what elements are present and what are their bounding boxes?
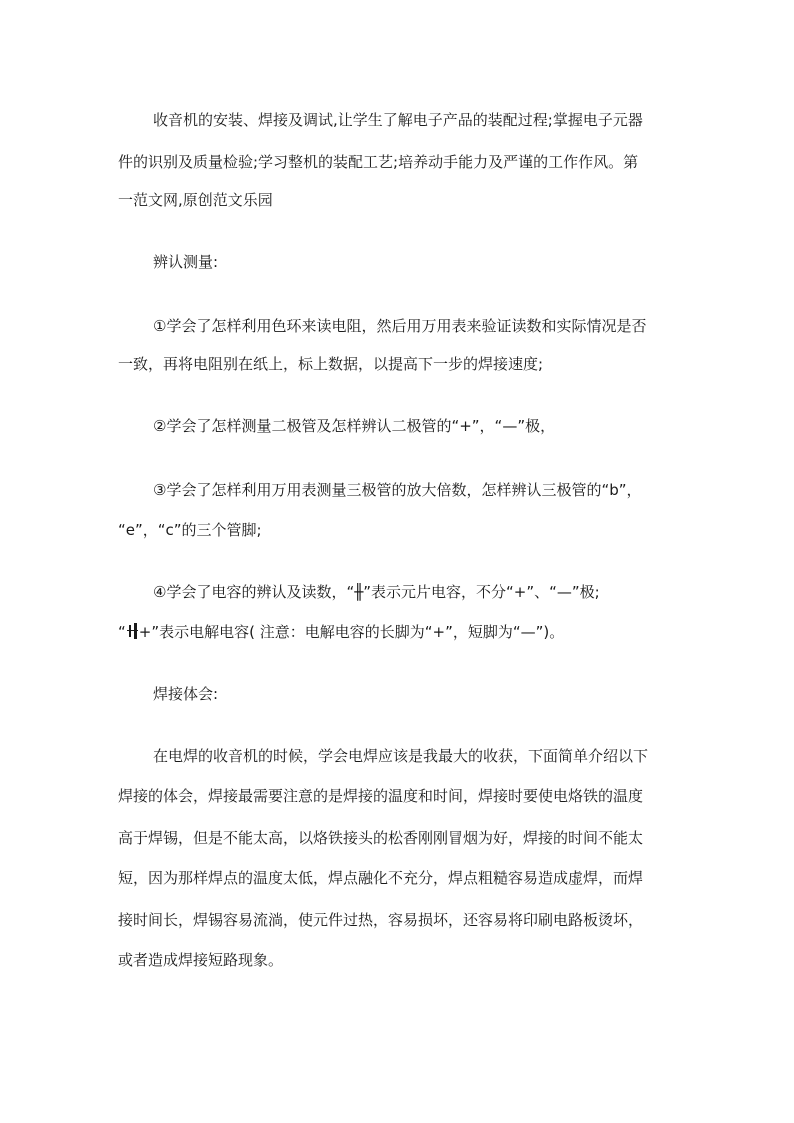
welding-paragraph-line-5: 接时间长，焊锡容易流淌，使元件过热，容易损坏，还容易将印刷电路板烫坏，	[118, 911, 644, 929]
welding-paragraph-line-4: 短，因为那样焊点的温度太低，焊点融化不充分，焊点粗糙容易造成虚焊，而焊	[118, 869, 644, 887]
item-4-line-2-open-quote: “	[118, 623, 126, 641]
welding-paragraph-line-2: 焊接的体会，焊接最需要注意的是焊接的温度和时间，焊接时要使电烙铁的温度	[118, 787, 644, 805]
item-3-line-1: ③学会了怎样利用万用表测量三极管的放大倍数，怎样辨认三极管的“b”，	[153, 481, 642, 499]
intro-paragraph-line-1: 收音机的安装、焊接及调试,让学生了解电子产品的装配过程;掌握电子元器	[153, 111, 643, 129]
item-3-line-2: “e”，“c”的三个管脚;	[118, 521, 262, 539]
welding-paragraph-line-6: 或者造成焊接短路现象。	[118, 951, 284, 969]
item-1-line-1: ①学会了怎样利用色环来读电阻，然后用万用表来验证读数和实际情况是否	[153, 317, 647, 335]
welding-paragraph-line-1: 在电焊的收音机的时候，学会电焊应该是我最大的收获，下面简单介绍以下	[153, 747, 649, 765]
item-4-line-2	[118, 622, 564, 642]
item-1-line-2: 一致，再将电阻别在纸上，标上数据，以提高下一步的焊接速度;	[118, 355, 544, 373]
welding-paragraph-line-3: 高于焊锡，但是不能太高，以烙铁接头的松香刚刚冒烟为好，焊接的时间不能太	[118, 829, 644, 847]
heading-welding-experience: 焊接体会:	[153, 685, 219, 703]
item-4-line-2-text: +”表示电解电容( 注意：电解电容的长脚为“+”，短脚为“—”)。	[138, 623, 565, 641]
item-4-line-1: ④学会了电容的辨认及读数，“╫”表示元片电容，不分“+”、“—”极;	[153, 583, 600, 601]
heading-identify-measure: 辨认测量:	[153, 253, 219, 271]
item-2-line-1: ②学会了怎样测量二极管及怎样辨认二极管的“+”，“—”极，	[153, 417, 556, 435]
intro-paragraph-line-2: 件的识别及质量检验;学习整机的装配工艺;培养动手能力及严谨的工作作风。第	[118, 153, 639, 171]
electrolytic-capacitor-icon	[127, 623, 138, 639]
intro-paragraph-line-3: 一范文网,原创范文乐园	[118, 191, 273, 209]
